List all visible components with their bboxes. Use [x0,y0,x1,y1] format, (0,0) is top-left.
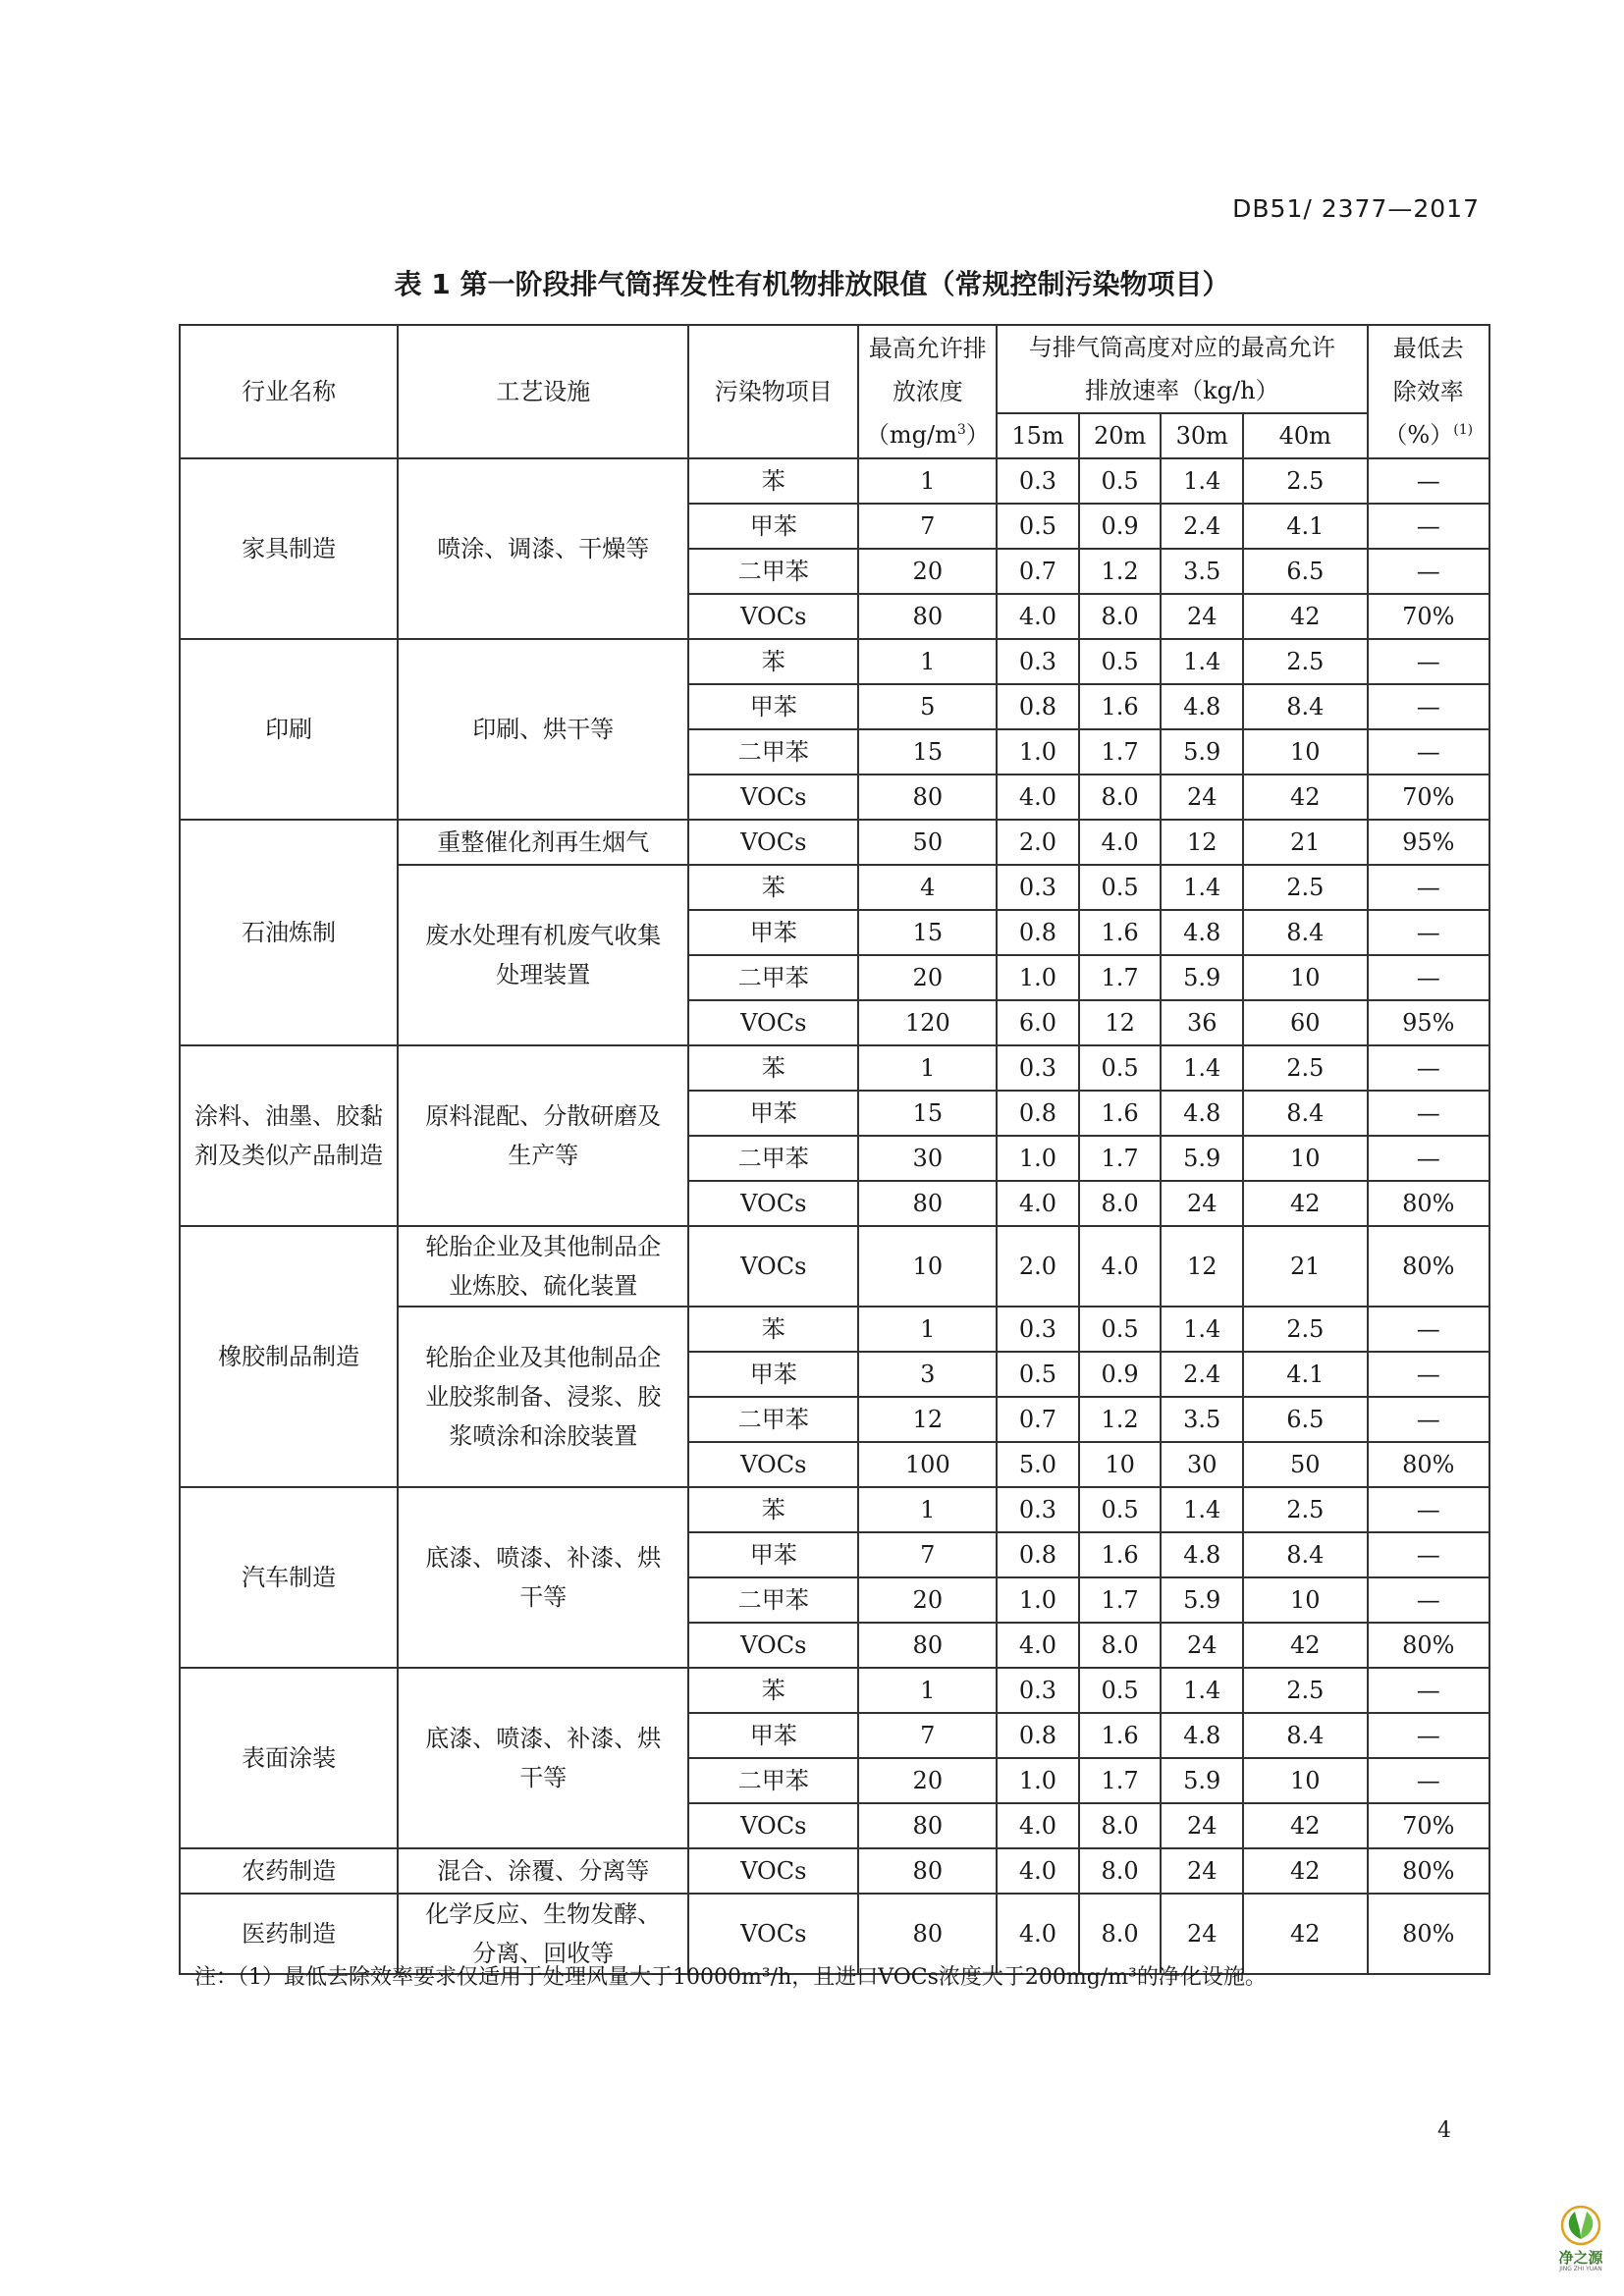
rate-40m-cell: 42 [1243,1181,1367,1226]
industry-name-cell: 农药制造 [180,1848,398,1894]
rate-20m-cell: 0.5 [1079,1045,1162,1091]
rate-20m-cell: 8.0 [1079,1848,1162,1894]
pollutant-cell: VOCs [688,1181,858,1226]
rate-30m-cell: 4.8 [1161,684,1243,729]
concentration-cell: 30 [858,1136,997,1181]
industry-name-cell: 汽车制造 [180,1487,398,1668]
concentration-cell: 4 [858,865,997,910]
rate-40m-cell: 50 [1243,1442,1367,1487]
efficiency-cell: — [1368,955,1489,1000]
table-row [180,1487,1489,1532]
col-height-30m: 30m [1161,413,1243,458]
concentration-cell: 7 [858,504,997,549]
rate-30m-cell: 5.9 [1161,955,1243,1000]
concentration-cell: 120 [858,1000,997,1045]
industry-name-cell: 橡胶制品制造 [180,1226,398,1487]
rate-20m-cell: 0.9 [1079,1352,1162,1397]
rate-30m-cell: 5.9 [1161,1136,1243,1181]
rate-30m-cell: 24 [1161,774,1243,820]
rate-15m-cell: 2.0 [997,820,1079,865]
pollutant-cell: 苯 [688,639,858,684]
rate-40m-cell: 6.5 [1243,1397,1367,1442]
rate-30m-cell: 24 [1161,1894,1243,1974]
pollutant-cell: VOCs [688,1226,858,1307]
rate-20m-cell: 1.7 [1079,1758,1162,1803]
table-row [180,820,1489,865]
rate-15m-cell: 0.8 [997,1532,1079,1577]
rate-30m-cell: 4.8 [1161,910,1243,955]
brand-logo [1551,2204,1610,2277]
concentration-cell: 15 [858,910,997,955]
rate-30m-cell: 12 [1161,820,1243,865]
process-cell: 废水处理有机废气收集处理装置 [398,865,688,1045]
rate-15m-cell: 0.3 [997,1668,1079,1713]
rate-30m-cell: 24 [1161,1803,1243,1848]
process-cell: 印刷、烘干等 [398,639,688,820]
emission-limits-table [179,324,1490,1975]
process-cell: 原料混配、分散研磨及生产等 [398,1045,688,1226]
table-row [180,458,1489,504]
pollutant-cell: 甲苯 [688,504,858,549]
pollutant-cell: 二甲苯 [688,955,858,1000]
pollutant-cell: 二甲苯 [688,1397,858,1442]
rate-15m-cell: 4.0 [997,1848,1079,1894]
rate-30m-cell: 1.4 [1161,1668,1243,1713]
concentration-cell: 20 [858,1577,997,1623]
efficiency-cell: — [1368,1532,1489,1577]
rate-30m-cell: 24 [1161,1623,1243,1668]
process-cell: 喷涂、调漆、干燥等 [398,458,688,639]
efficiency-cell: 95% [1368,820,1489,865]
rate-20m-cell: 0.5 [1079,1668,1162,1713]
rate-30m-cell: 4.8 [1161,1532,1243,1577]
pollutant-cell: 二甲苯 [688,1758,858,1803]
rate-15m-cell: 4.0 [997,1894,1079,1974]
rate-20m-cell: 1.7 [1079,729,1162,774]
rate-40m-cell: 2.5 [1243,1307,1367,1352]
industry-name-cell: 表面涂装 [180,1668,398,1848]
rate-15m-cell: 5.0 [997,1442,1079,1487]
pollutant-cell: VOCs [688,1000,858,1045]
col-process: 工艺设施 [398,325,688,458]
concentration-cell: 80 [858,1623,997,1668]
standard-code: DB51/ 2377—2017 [1232,194,1480,223]
table-note: 注：（1）最低去除效率要求仅适用于处理风量大于10000m³/h，且进口VOCs浓度大于200mg/m³的净化设施。 [194,1965,1267,1990]
rate-40m-cell: 10 [1243,729,1367,774]
rate-20m-cell: 8.0 [1079,1181,1162,1226]
table-header [180,325,1489,458]
rate-20m-cell: 8.0 [1079,594,1162,639]
table-title: 表 1 第一阶段排气筒挥发性有机物排放限值（常规控制污染物项目） [394,268,1230,300]
rate-40m-cell: 8.4 [1243,1532,1367,1577]
rate-30m-cell: 24 [1161,1848,1243,1894]
concentration-cell: 50 [858,820,997,865]
concentration-cell: 1 [858,458,997,504]
rate-40m-cell: 42 [1243,774,1367,820]
rate-40m-cell: 8.4 [1243,1091,1367,1136]
efficiency-cell: — [1368,1091,1489,1136]
col-efficiency-sup: (1) [1453,422,1474,438]
concentration-cell: 80 [858,1848,997,1894]
rate-15m-cell: 0.8 [997,684,1079,729]
rate-40m-cell: 42 [1243,1894,1367,1974]
concentration-cell: 15 [858,1091,997,1136]
efficiency-cell: — [1368,1045,1489,1091]
col-emission-rate [997,325,1367,413]
rate-15m-cell: 4.0 [997,1623,1079,1668]
efficiency-cell: 80% [1368,1226,1489,1307]
efficiency-cell: — [1368,910,1489,955]
page-number: 4 [1437,2118,1451,2143]
efficiency-cell: — [1368,1668,1489,1713]
concentration-cell: 80 [858,1181,997,1226]
rate-30m-cell: 5.9 [1161,729,1243,774]
rate-40m-cell: 4.1 [1243,504,1367,549]
rate-20m-cell: 1.6 [1079,1091,1162,1136]
rate-15m-cell: 4.0 [997,774,1079,820]
rate-40m-cell: 10 [1243,1136,1367,1181]
rate-15m-cell: 0.3 [997,639,1079,684]
rate-30m-cell: 1.4 [1161,865,1243,910]
rate-15m-cell: 0.5 [997,504,1079,549]
process-cell: 混合、涂覆、分离等 [398,1848,688,1894]
col-concentration-line3 [863,413,992,456]
concentration-cell: 15 [858,729,997,774]
rate-40m-cell: 10 [1243,1758,1367,1803]
efficiency-cell: — [1368,1758,1489,1803]
rate-40m-cell: 10 [1243,1577,1367,1623]
table-row [180,1668,1489,1713]
rate-40m-cell: 42 [1243,1623,1367,1668]
pollutant-cell: 苯 [688,865,858,910]
concentration-cell: 20 [858,549,997,594]
rate-15m-cell: 0.8 [997,1713,1079,1758]
rate-40m-cell: 42 [1243,594,1367,639]
efficiency-cell: — [1368,1397,1489,1442]
rate-30m-cell: 36 [1161,1000,1243,1045]
rate-15m-cell: 2.0 [997,1226,1079,1307]
efficiency-cell: 80% [1368,1181,1489,1226]
col-emission-rate-line2: 排放速率（kg/h） [1085,377,1279,404]
rate-20m-cell: 12 [1079,1000,1162,1045]
col-height-20m: 20m [1079,413,1162,458]
pollutant-cell: 甲苯 [688,1091,858,1136]
rate-15m-cell: 4.0 [997,594,1079,639]
rate-20m-cell: 8.0 [1079,774,1162,820]
concentration-cell: 1 [858,639,997,684]
rate-30m-cell: 24 [1161,1181,1243,1226]
rate-40m-cell: 2.5 [1243,1045,1367,1091]
rate-20m-cell: 1.6 [1079,1713,1162,1758]
rate-30m-cell: 1.4 [1161,1487,1243,1532]
rate-20m-cell: 8.0 [1079,1803,1162,1848]
table-row [180,1848,1489,1894]
pollutant-cell: VOCs [688,594,858,639]
concentration-cell: 7 [858,1532,997,1577]
efficiency-cell: — [1368,549,1489,594]
rate-30m-cell: 3.5 [1161,1397,1243,1442]
rate-20m-cell: 0.5 [1079,458,1162,504]
rate-40m-cell: 2.5 [1243,639,1367,684]
efficiency-cell: — [1368,729,1489,774]
industry-name-cell: 家具制造 [180,458,398,639]
process-cell: 化学反应、生物发酵、分离、回收等 [398,1894,688,1974]
efficiency-cell: — [1368,1577,1489,1623]
pollutant-cell: 苯 [688,1307,858,1352]
efficiency-cell: — [1368,1136,1489,1181]
col-emission-rate-line1: 与排气筒高度对应的最高允许 [1028,334,1335,361]
pollutant-cell: 苯 [688,1487,858,1532]
rate-40m-cell: 2.5 [1243,1668,1367,1713]
efficiency-cell: — [1368,639,1489,684]
rate-30m-cell: 3.5 [1161,549,1243,594]
rate-30m-cell: 1.4 [1161,1045,1243,1091]
rate-20m-cell: 10 [1079,1442,1162,1487]
rate-15m-cell: 4.0 [997,1803,1079,1848]
col-concentration-close: ） [965,421,990,449]
pollutant-cell: 二甲苯 [688,1136,858,1181]
col-height-40m: 40m [1243,413,1367,458]
concentration-cell: 3 [858,1352,997,1397]
efficiency-cell: 80% [1368,1894,1489,1974]
pollutant-cell: 苯 [688,1045,858,1091]
efficiency-cell: — [1368,1352,1489,1397]
rate-30m-cell: 5.9 [1161,1758,1243,1803]
pollutant-cell: VOCs [688,1803,858,1848]
rate-40m-cell: 8.4 [1243,684,1367,729]
industry-name-cell: 印刷 [180,639,398,820]
pollutant-cell: VOCs [688,1894,858,1974]
rate-30m-cell: 1.4 [1161,639,1243,684]
pollutant-cell: 甲苯 [688,1713,858,1758]
leaf-logo-icon [1551,2204,1610,2247]
concentration-cell: 80 [858,1894,997,1974]
efficiency-cell: 95% [1368,1000,1489,1045]
process-cell: 底漆、喷漆、补漆、烘干等 [398,1668,688,1848]
rate-20m-cell: 4.0 [1079,1226,1162,1307]
rate-40m-cell: 6.5 [1243,549,1367,594]
rate-30m-cell: 2.4 [1161,1352,1243,1397]
concentration-cell: 1 [858,1668,997,1713]
col-height-15m: 15m [997,413,1079,458]
pollutant-cell: 甲苯 [688,684,858,729]
pollutant-cell: 甲苯 [688,1352,858,1397]
concentration-cell: 7 [858,1713,997,1758]
rate-20m-cell: 0.9 [1079,504,1162,549]
rate-15m-cell: 0.7 [997,549,1079,594]
efficiency-cell: — [1368,1487,1489,1532]
rate-30m-cell: 1.4 [1161,458,1243,504]
col-pollutant: 污染物项目 [688,325,858,458]
pollutant-cell: VOCs [688,1442,858,1487]
rate-40m-cell: 8.4 [1243,1713,1367,1758]
rate-40m-cell: 8.4 [1243,910,1367,955]
rate-20m-cell: 0.5 [1079,865,1162,910]
industry-name-cell: 涂料、油墨、胶黏剂及类似产品制造 [180,1045,398,1226]
col-efficiency [1368,325,1489,458]
process-cell: 重整催化剂再生烟气 [398,820,688,865]
table-row [180,1226,1489,1307]
pollutant-cell: 苯 [688,1668,858,1713]
industry-name-cell: 医药制造 [180,1894,398,1974]
rate-20m-cell: 1.6 [1079,1532,1162,1577]
pollutant-cell: 二甲苯 [688,729,858,774]
rate-40m-cell: 42 [1243,1803,1367,1848]
rate-15m-cell: 1.0 [997,1758,1079,1803]
rate-20m-cell: 8.0 [1079,1894,1162,1974]
pollutant-cell: 苯 [688,458,858,504]
rate-15m-cell: 1.0 [997,1136,1079,1181]
rate-40m-cell: 2.5 [1243,865,1367,910]
concentration-cell: 80 [858,594,997,639]
col-efficiency-unit: （%） [1383,421,1454,449]
rate-40m-cell: 21 [1243,820,1367,865]
rate-20m-cell: 1.2 [1079,549,1162,594]
rate-30m-cell: 1.4 [1161,1307,1243,1352]
col-efficiency-line3 [1373,413,1485,456]
pollutant-cell: VOCs [688,1623,858,1668]
rate-20m-cell: 1.7 [1079,1577,1162,1623]
rate-20m-cell: 1.2 [1079,1397,1162,1442]
rate-15m-cell: 4.0 [997,1181,1079,1226]
rate-30m-cell: 4.8 [1161,1713,1243,1758]
table-row [180,1045,1489,1091]
rate-15m-cell: 0.5 [997,1352,1079,1397]
rate-20m-cell: 0.5 [1079,1487,1162,1532]
concentration-cell: 5 [858,684,997,729]
efficiency-cell: 80% [1368,1848,1489,1894]
process-cell: 底漆、喷漆、补漆、烘干等 [398,1487,688,1668]
efficiency-cell: 80% [1368,1442,1489,1487]
efficiency-cell: — [1368,684,1489,729]
efficiency-cell: — [1368,458,1489,504]
industry-name-cell: 石油炼制 [180,820,398,1045]
rate-40m-cell: 2.5 [1243,458,1367,504]
rate-20m-cell: 1.7 [1079,1136,1162,1181]
pollutant-cell: 二甲苯 [688,1577,858,1623]
col-concentration-unit: （mg/m [865,421,957,449]
rate-20m-cell: 1.6 [1079,684,1162,729]
rate-30m-cell: 4.8 [1161,1091,1243,1136]
concentration-cell: 80 [858,774,997,820]
rate-20m-cell: 1.6 [1079,910,1162,955]
concentration-cell: 1 [858,1487,997,1532]
efficiency-cell: — [1368,865,1489,910]
col-concentration-line1: 最高允许排 [868,335,987,362]
rate-15m-cell: 1.0 [997,955,1079,1000]
pollutant-cell: 甲苯 [688,910,858,955]
rate-40m-cell: 4.1 [1243,1352,1367,1397]
efficiency-cell: — [1368,1307,1489,1352]
rate-40m-cell: 2.5 [1243,1487,1367,1532]
col-efficiency-line2: 除效率 [1392,378,1464,405]
rate-15m-cell: 0.3 [997,458,1079,504]
rate-15m-cell: 0.3 [997,1487,1079,1532]
col-concentration-sup: 3 [956,422,966,438]
rate-20m-cell: 1.7 [1079,955,1162,1000]
efficiency-cell: — [1368,504,1489,549]
efficiency-cell: 70% [1368,594,1489,639]
col-efficiency-line1: 最低去 [1392,335,1464,362]
rate-30m-cell: 12 [1161,1226,1243,1307]
rate-15m-cell: 0.3 [997,1307,1079,1352]
efficiency-cell: 80% [1368,1623,1489,1668]
col-concentration [858,325,997,458]
concentration-cell: 80 [858,1803,997,1848]
col-concentration-line2: 放浓度 [892,378,963,405]
pollutant-cell: 二甲苯 [688,549,858,594]
rate-20m-cell: 0.5 [1079,1307,1162,1352]
rate-40m-cell: 21 [1243,1226,1367,1307]
efficiency-cell: — [1368,1713,1489,1758]
efficiency-cell: 70% [1368,1803,1489,1848]
rate-30m-cell: 5.9 [1161,1577,1243,1623]
logo-text: 净之源 [1558,2249,1603,2267]
table-row [180,639,1489,684]
col-industry: 行业名称 [180,325,398,458]
process-cell: 轮胎企业及其他制品企业炼胶、硫化装置 [398,1226,688,1307]
rate-30m-cell: 24 [1161,594,1243,639]
rate-20m-cell: 8.0 [1079,1623,1162,1668]
rate-30m-cell: 2.4 [1161,504,1243,549]
rate-15m-cell: 0.3 [997,1045,1079,1091]
concentration-cell: 100 [858,1442,997,1487]
process-cell: 轮胎企业及其他制品企业胶浆制备、浸浆、胶浆喷涂和涂胶装置 [398,1307,688,1487]
concentration-cell: 20 [858,955,997,1000]
rate-15m-cell: 1.0 [997,729,1079,774]
rate-15m-cell: 0.3 [997,865,1079,910]
concentration-cell: 20 [858,1758,997,1803]
pollutant-cell: VOCs [688,1848,858,1894]
concentration-cell: 1 [858,1307,997,1352]
rate-15m-cell: 1.0 [997,1577,1079,1623]
logo-subtext: JING ZHI YUAN [1559,2266,1602,2272]
rate-20m-cell: 4.0 [1079,820,1162,865]
pollutant-cell: VOCs [688,820,858,865]
table-body [180,458,1489,1974]
rate-15m-cell: 0.7 [997,1397,1079,1442]
rate-40m-cell: 42 [1243,1848,1367,1894]
rate-40m-cell: 10 [1243,955,1367,1000]
concentration-cell: 1 [858,1045,997,1091]
concentration-cell: 10 [858,1226,997,1307]
pollutant-cell: VOCs [688,774,858,820]
rate-15m-cell: 0.8 [997,1091,1079,1136]
rate-20m-cell: 0.5 [1079,639,1162,684]
rate-15m-cell: 0.8 [997,910,1079,955]
pollutant-cell: 甲苯 [688,1532,858,1577]
rate-30m-cell: 30 [1161,1442,1243,1487]
concentration-cell: 12 [858,1397,997,1442]
efficiency-cell: 70% [1368,774,1489,820]
rate-40m-cell: 60 [1243,1000,1367,1045]
rate-15m-cell: 6.0 [997,1000,1079,1045]
